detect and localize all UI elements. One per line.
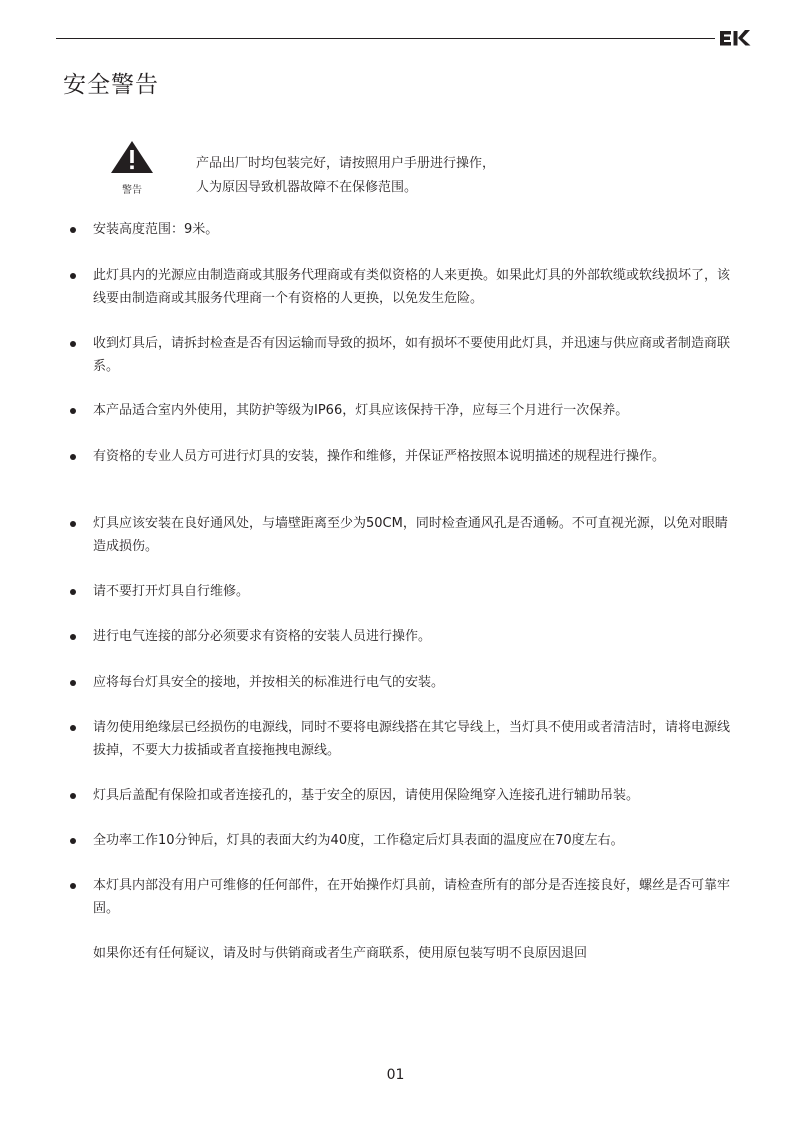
header-rule bbox=[56, 38, 715, 39]
bullet bbox=[70, 725, 76, 731]
warning-text bbox=[196, 152, 656, 200]
warning-triangle-icon bbox=[110, 140, 154, 174]
list-item: 进行电气连接的部分必须要求有资格的安装人员进行操作。 bbox=[93, 625, 733, 648]
bullet bbox=[70, 838, 76, 844]
page-number: 01 bbox=[386, 1067, 405, 1083]
bullet bbox=[70, 634, 76, 640]
bullet bbox=[70, 521, 76, 527]
bullet bbox=[70, 793, 76, 799]
list-item: 全功率工作10分钟后，灯具的表面大约为40度，工作稳定后灯具表面的温度应在70度左右。 bbox=[93, 829, 733, 852]
bullet bbox=[70, 273, 76, 279]
warning-line: 产品出厂时均包装完好，请按照用户手册进行操作， bbox=[196, 156, 496, 171]
warning-label: 警告 bbox=[122, 185, 142, 196]
list-item: 收到灯具后，请拆封检查是否有因运输而导致的损坏，如有损坏不要使用此灯具，并迅速与供应商或者制造商联系。 bbox=[93, 332, 733, 378]
list-item: 本产品适合室内外使用，其防护等级为IP66，灯具应该保持干净，应每三个月进行一次保养。 bbox=[93, 399, 733, 422]
bullet bbox=[70, 341, 76, 347]
bullet bbox=[70, 454, 76, 460]
warning-line: 人为原因导致机器故障不在保修范围。 bbox=[196, 180, 418, 195]
list-item: 请不要打开灯具自行维修。 bbox=[93, 580, 733, 603]
bullet bbox=[70, 589, 76, 595]
bullet bbox=[70, 680, 76, 686]
list-item: 请勿使用绝缘层已经损伤的电源线，同时不要将电源线搭在其它导线上，当灯具不使用或者清洁时，请将电源线拔掉，不要大力拔插或者直接拖拽电源线。 bbox=[93, 716, 733, 762]
list-item: 本灯具内部没有用户可维修的任何部件，在开始操作灯具前，请检查所有的部分是否连接良好，螺丝是否可靠牢固。 bbox=[93, 874, 733, 920]
list-item: 灯具应该安装在良好通风处，与墙壁距离至少为50CM，同时检查通风孔是否通畅。不可直视光源，以免对眼睛造成损伤。 bbox=[93, 512, 733, 558]
closing-note: 如果你还有任何疑议，请及时与供销商或者生产商联系，使用原包装写明不良原因退回 bbox=[93, 946, 588, 961]
list-item: 安装高度范围：9米。 bbox=[93, 218, 733, 241]
bullet bbox=[70, 227, 76, 233]
list-item: 应将每台灯具安全的接地，并按相关的标准进行电气的安装。 bbox=[93, 671, 733, 694]
list-item: 灯具后盖配有保险扣或者连接孔的，基于安全的原因，请使用保险绳穿入连接孔进行辅助吊装。 bbox=[93, 784, 733, 807]
ek-logo bbox=[718, 27, 752, 49]
list-item: 此灯具内的光源应由制造商或其服务代理商或有类似资格的人来更换。如果此灯具的外部软缆或软线损坏了，该线要由制造商或其服务代理商一个有资格的人更换，以免发生危险。 bbox=[93, 264, 733, 310]
bullet bbox=[70, 408, 76, 414]
bullet bbox=[70, 883, 76, 889]
page-title: 安全警告 bbox=[63, 72, 159, 98]
list-item: 有资格的专业人员方可进行灯具的安装，操作和维修，并保证严格按照本说明描述的规程进行操作。 bbox=[93, 445, 733, 468]
